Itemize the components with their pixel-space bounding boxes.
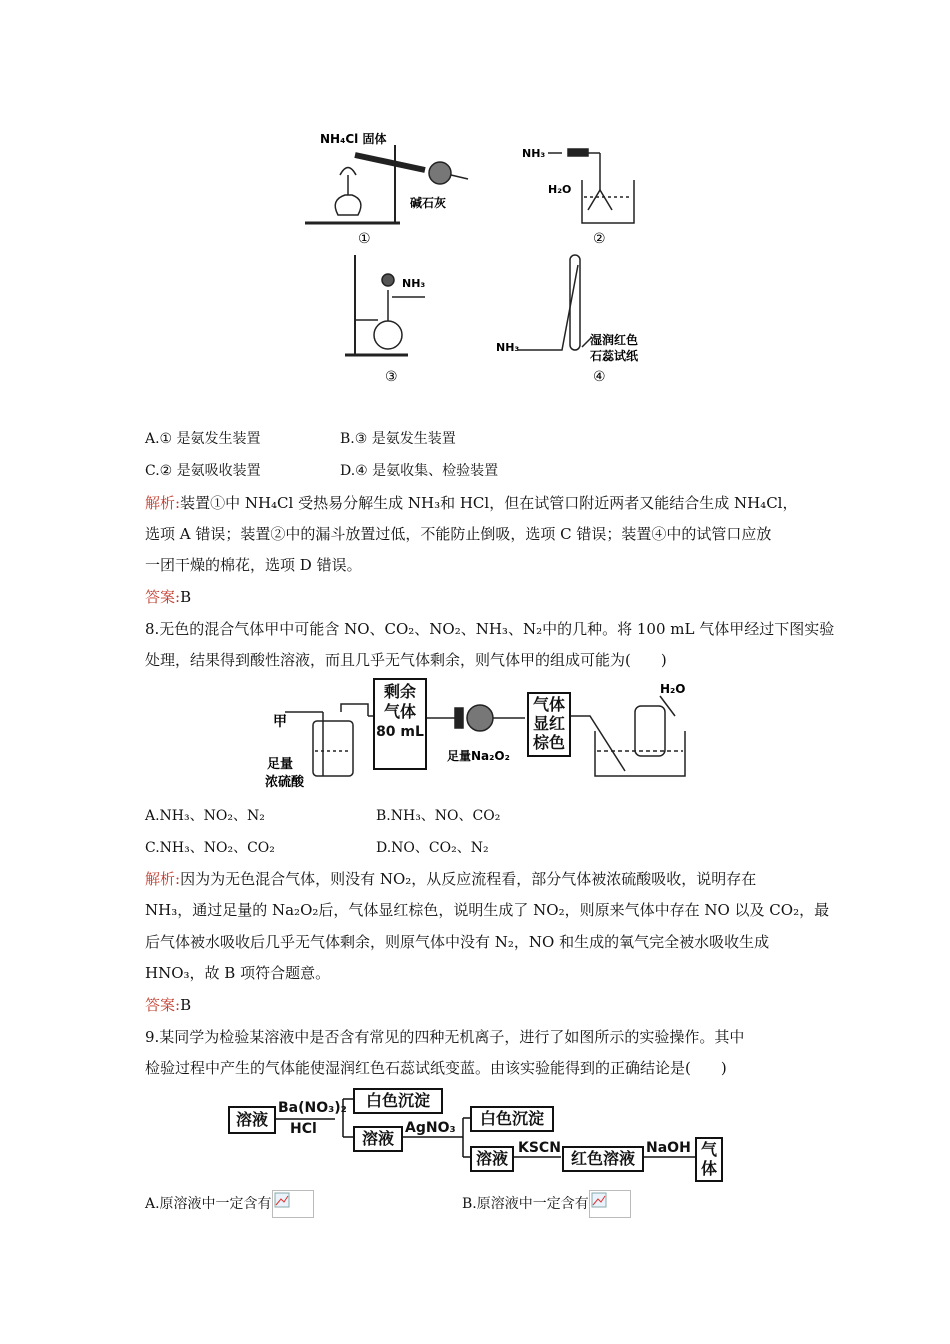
q9-stem-line-1: 9.某同学为检验某溶液中是否含有常见的四种无机离子，进行了如图所示的实验操作。其中 [145,1028,745,1046]
q8-analysis-line-3: 后气体被水吸收后几乎无气体剩余，则原气体中没有 N₂，NO 和生成的氧气完全被水吸收生成 [145,933,770,951]
q9-option-a: A.原溶液中一定含有 [145,1190,314,1218]
q9-box-red-solution: 红色溶液 [562,1146,644,1172]
q7-option-a: A.① 是氨发生装置 [145,431,261,447]
q8-stem-line-1: 8.无色的混合气体甲中可能含 NO、CO₂、NO₂、NH₃、N₂中的几种。将 100 mL 气体甲经过下图实验 [145,620,835,638]
q9-reagent-kscn: KSCN [518,1140,561,1156]
label-num-2: ② [593,231,606,247]
q8-analysis-line-1: 解析:因为为无色混合气体，则没有 NO₂，从反应流程看，部分气体被浓硫酸吸收，说明存在 [145,870,757,888]
q7-answer: 答案:B [145,588,192,606]
q8-label-acid-2: 浓硫酸 [265,775,305,790]
apparatus-1 [305,145,468,223]
q8-answer-label: 答案: [145,996,181,1014]
q8-option-b: B.NH₃、NO、CO₂ [376,808,501,824]
q9-box-solution-2: 溶液 [353,1126,403,1152]
q7-analysis-label: 解析: [145,494,181,512]
label-nh3-4: NH₃ [496,341,520,354]
q9-box-white-ppt-2: 白色沉淀 [470,1106,554,1132]
q9-box-white-ppt-1: 白色沉淀 [353,1088,443,1114]
q9-option-b: B.原溶液中一定含有 [462,1190,631,1218]
q9-box-solution-3: 溶液 [470,1146,514,1172]
label-litmus-2: 石蕊试纸 [590,349,639,363]
q8-label-h2o: H₂O [660,682,686,696]
q7-analysis-line-1: 解析:装置①中 NH₄Cl 受热易分解生成 NH₃和 HCl，但在试管口附近两者又能结合生成 NH₄Cl， [145,494,798,512]
q8-apparatus-figure [265,676,705,794]
label-num-3: ③ [385,369,398,385]
q8-option-a: A.NH₃、NO₂、N₂ [145,808,265,824]
q8-option-c: C.NH₃、NO₂、CO₂ [145,840,275,856]
label-litmus-1: 湿润红色 [590,333,639,347]
q9-reagent-bano3: Ba(NO₃)₂ [278,1100,347,1116]
q8-analysis-label: 解析: [145,870,181,888]
q7-analysis-line-3: 一团干燥的棉花，选项 D 错误。 [145,556,362,574]
q7-option-b: B.③ 是氨发生装置 [340,431,456,447]
q8-label-na2o2: 足量Na₂O₂ [447,749,510,763]
q9-reagent-naoh: NaOH [646,1140,691,1156]
q7-option-c: C.② 是氨吸收装置 [145,463,261,479]
q9-stem-line-2: 检验过程中产生的气体能使湿润红色石蕊试纸变蓝。由该实验能得到的正确结论是( ) [145,1059,727,1077]
q9-box-solution: 溶液 [228,1106,276,1134]
q8-analysis-line-2: NH₃，通过足量的 Na₂O₂后，气体显红棕色，说明生成了 NO₂，则原来气体中存在 NO 以及 CO₂，最 [145,901,830,919]
q8-label-acid-1: 足量 [267,757,294,772]
broken-image-icon [589,1190,631,1218]
q8-option-d: D.NO、CO₂、N₂ [376,840,489,856]
q8-analysis-line-4: HNO₃，故 B 项符合题意。 [145,964,331,982]
q9-box-gas: 气 体 [695,1137,723,1182]
label-nh3-3: NH₃ [402,277,426,290]
apparatus-figure [300,115,660,390]
q8-label-jia: 甲 [273,714,287,730]
label-h2o-2: H₂O [548,183,572,196]
q9-reagent-agno3: AgNO₃ [405,1120,456,1136]
apparatus-3 [345,255,425,355]
label-soda-lime: 碱石灰 [410,196,447,210]
label-num-4: ④ [593,369,606,385]
label-nh4cl: NH₄Cl 固体 [320,132,387,146]
q8-stem-line-2: 处理，结果得到酸性溶液，而且几乎无气体剩余，则气体甲的组成可能为( ) [145,651,667,669]
q8-box-red-brown: 气体 显红 棕色 [527,692,571,757]
q7-analysis-line-2: 选项 A 错误；装置②中的漏斗放置过低，不能防止倒吸，选项 C 错误；装置④中的试管口应放 [145,525,772,543]
q8-answer: 答案:B [145,996,192,1014]
q7-option-d: D.④ 是氨收集、检验装置 [340,463,499,479]
apparatus-4 [518,255,592,350]
q7-answer-label: 答案: [145,588,181,606]
label-nh3-2: NH₃ [522,147,546,160]
broken-image-icon [272,1190,314,1218]
q8-box-remaining-gas: 剩余 气体 80 mL [373,678,427,770]
q9-reagent-hcl: HCl [290,1121,317,1137]
label-num-1: ① [358,231,371,247]
